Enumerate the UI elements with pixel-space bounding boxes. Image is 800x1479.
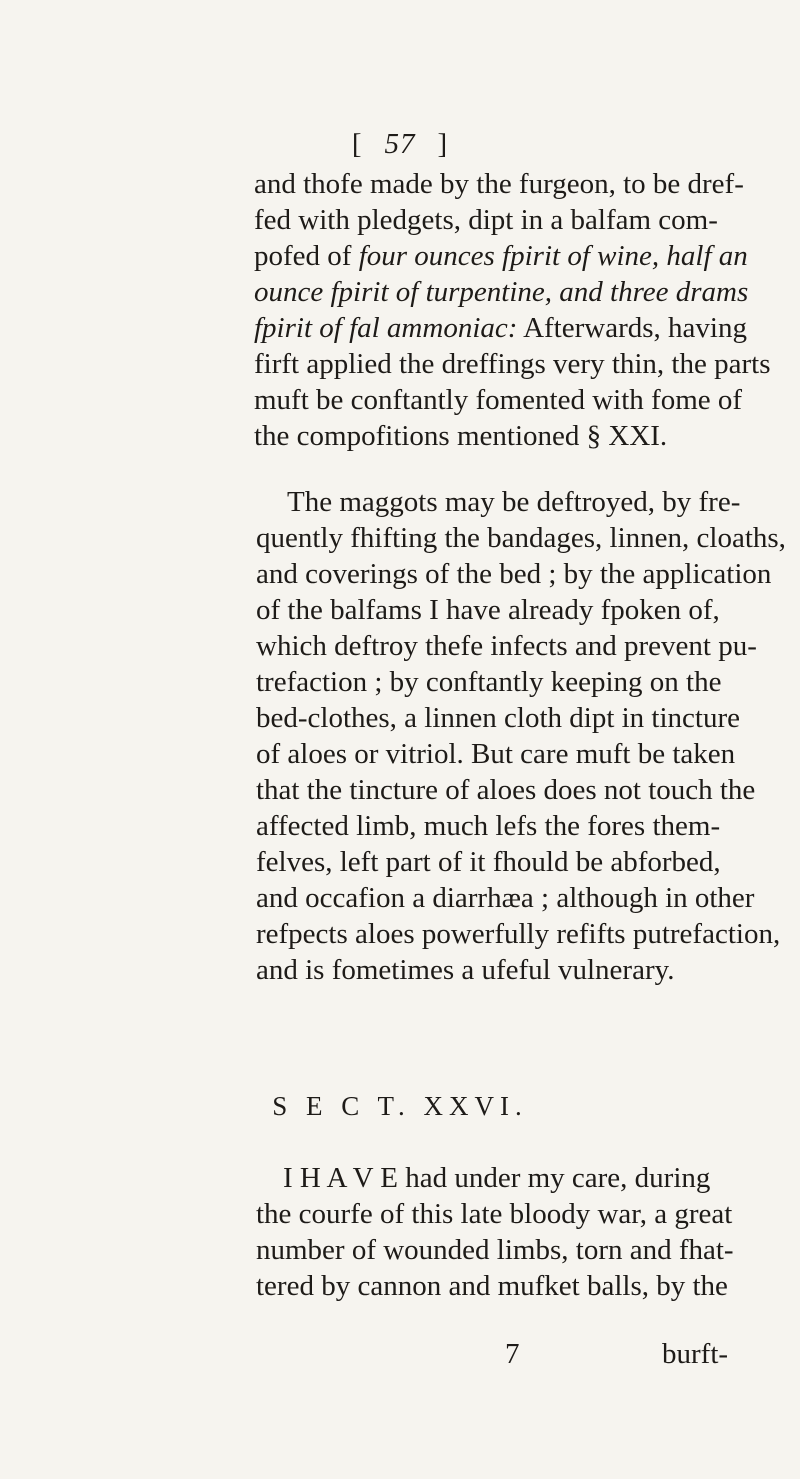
text-line: number of wounded limbs, torn and fhat-	[256, 1234, 734, 1266]
page-number: 57	[384, 128, 416, 160]
paragraph-dressings	[0, 166, 800, 454]
text-run: pofed of	[254, 240, 359, 272]
text-line	[0, 166, 800, 202]
text-line: trefaction ; by conftantly keeping on the	[256, 666, 722, 698]
text-line	[0, 310, 800, 346]
text-line: and is fometimes a ufeful vulnerary.	[256, 954, 675, 986]
text-line: tered by cannon and mufket balls, by the	[256, 1270, 728, 1302]
text-line	[0, 238, 800, 274]
text-line: quently fhifting the bandages, linnen, cloaths,	[256, 522, 786, 554]
header-open-bracket: [	[351, 128, 363, 160]
text-line: The maggots may be deftroyed, by fre-	[287, 486, 741, 518]
italic-run: four ounces fpirit of wine, half an	[358, 240, 748, 272]
text-line	[0, 382, 800, 418]
paragraph-maggots	[0, 484, 800, 988]
text-line: felves, left part of it fhould be abforbed,	[256, 846, 721, 878]
text-line: of the balfams I have already fpoken of,	[256, 594, 720, 626]
italic-run: fpirit of fal ammoniac:	[254, 312, 518, 344]
text-line: and occafion a diarrhæa ; although in other	[256, 882, 755, 914]
text-line: the courfe of this late bloody war, a great	[256, 1198, 733, 1230]
text-line	[0, 346, 800, 382]
paragraph-section-xxvi	[0, 1160, 800, 1304]
text-line	[0, 274, 800, 310]
header-close-bracket: ]	[437, 128, 449, 160]
text-run: firft applied the dreffings very thin, the parts	[254, 348, 771, 380]
text-run: and thofe made by the furgeon, to be dref-	[254, 168, 744, 200]
text-run: Afterwards, having	[517, 312, 747, 344]
text-run: fed with pledgets, dipt in a balfam com-	[254, 204, 718, 236]
catchword: burft-	[662, 1338, 729, 1370]
text-line: affected limb, much lefs the fores them-	[256, 810, 721, 842]
page-header	[0, 128, 800, 161]
text-run: the compofitions mentioned § XXI.	[254, 420, 668, 452]
text-line	[0, 418, 800, 454]
text-run: muft be conftantly fomented with fome of	[254, 384, 743, 416]
italic-run: ounce fpirit of turpentine, and three drams	[254, 276, 749, 308]
text-line	[0, 202, 800, 238]
section-heading: S E C T. XXVI.	[272, 1091, 528, 1121]
text-line: I H A V E had under my care, during	[283, 1162, 711, 1194]
text-line: and coverings of the bed ; by the application	[256, 558, 772, 590]
text-line: of aloes or vitriol. But care muft be taken	[256, 738, 736, 770]
text-line: which deftroy thefe infects and prevent pu-	[256, 630, 757, 662]
text-line: refpects aloes powerfully refifts putrefaction,	[256, 918, 781, 950]
text-line: that the tincture of aloes does not touch the	[256, 774, 756, 806]
text-line: bed-clothes, a linnen cloth dipt in tincture	[256, 702, 741, 734]
signature-mark: 7	[505, 1338, 520, 1370]
